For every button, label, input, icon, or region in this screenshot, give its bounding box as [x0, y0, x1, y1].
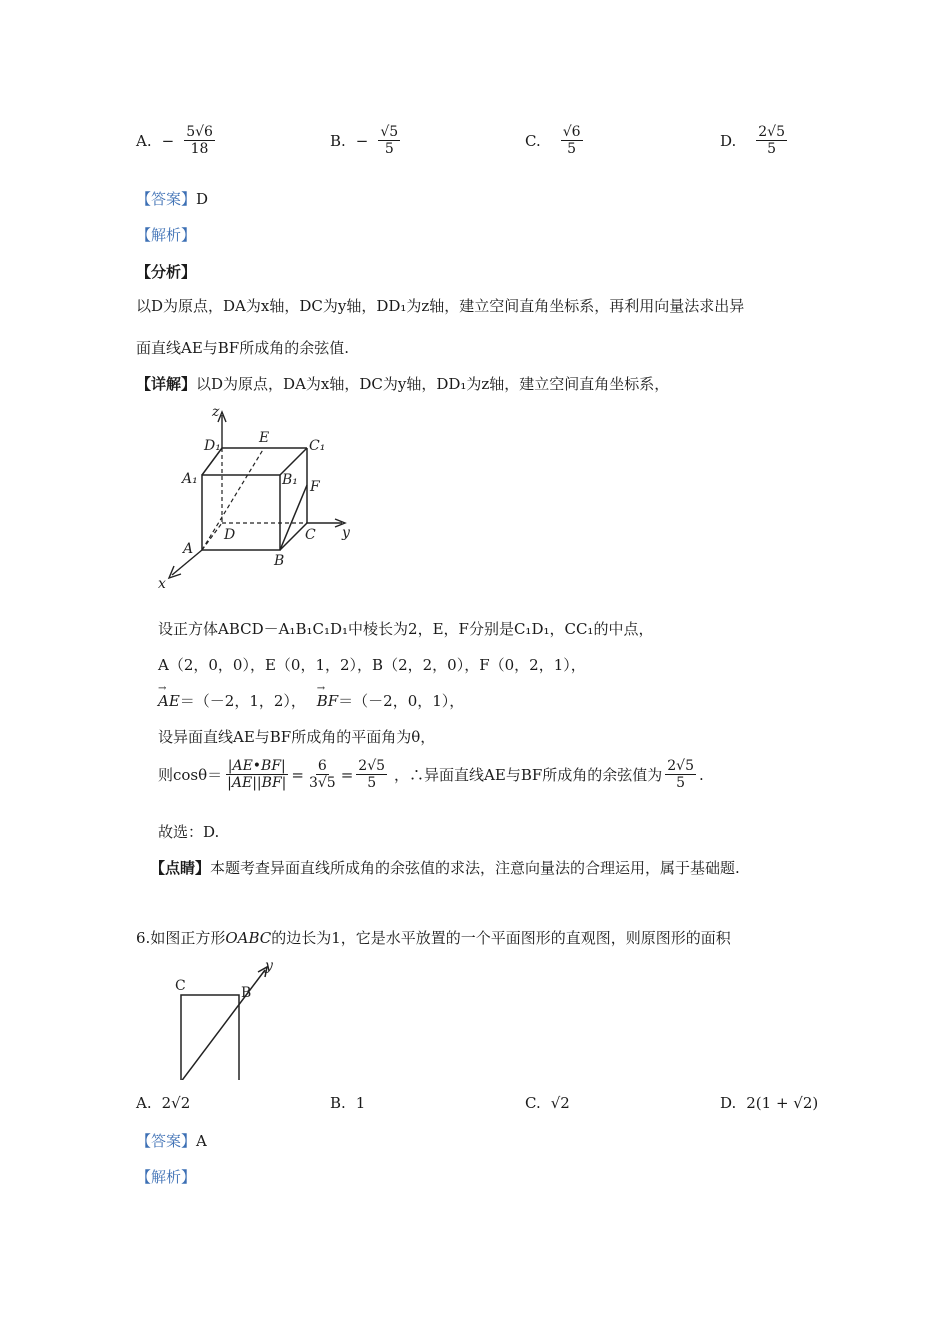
- label-b: B: [241, 985, 252, 1001]
- answer-tag: 【答案】: [136, 1132, 197, 1150]
- q6-question: [136, 927, 731, 948]
- option-letter: C.: [525, 131, 541, 150]
- option-letter: D.: [720, 131, 737, 150]
- q5-option-b[interactable]: [330, 124, 400, 157]
- q5-fenxi-line2: 面直线AE与BF所成角的余弦值.: [136, 339, 349, 357]
- q6-option-a[interactable]: [136, 1094, 190, 1112]
- solution-line-6: 故选：D.: [158, 823, 220, 841]
- label-b: B: [274, 553, 285, 569]
- fraction-numerator: 2√5: [758, 124, 786, 140]
- q5-option-c[interactable]: [525, 124, 583, 157]
- fraction-numerator: 2√5: [667, 758, 694, 774]
- q6-option-c[interactable]: [525, 1094, 570, 1112]
- fraction-numerator: 6: [317, 758, 327, 774]
- vector-bf-value: ＝（－2，0，1），: [338, 692, 465, 710]
- fraction-simplified: [356, 758, 387, 791]
- equals: =: [340, 765, 354, 784]
- label-x: x: [158, 576, 166, 590]
- fraction-denominator: 5: [676, 775, 686, 792]
- answer-tag: 【答案】: [136, 190, 197, 208]
- vector-ae: → AE: [158, 692, 180, 710]
- dianjing-tag: 【点睛】: [150, 859, 211, 877]
- option-letter: D.: [720, 1094, 737, 1112]
- q5-detail-line: [136, 373, 669, 394]
- label-f: F: [310, 479, 320, 495]
- label-a: A: [183, 541, 194, 557]
- answer-value: A: [196, 1132, 207, 1150]
- option-fraction: [184, 124, 215, 157]
- square-figure: [130, 955, 330, 1080]
- q5-analysis-tag: 【解析】: [136, 226, 197, 244]
- fraction-denominator: 5: [767, 141, 777, 158]
- q6-text-a: 如图正方形: [150, 929, 226, 947]
- fraction-abs: [225, 758, 288, 791]
- q5-option-d[interactable]: [720, 124, 787, 157]
- option-sign: −: [355, 131, 369, 150]
- option-value: √2: [550, 1094, 570, 1112]
- solution-line-3: [158, 690, 464, 711]
- option-letter: A.: [136, 1094, 152, 1112]
- option-letter: A.: [136, 131, 152, 150]
- cube-figure: [150, 400, 370, 590]
- conclusion-text: ，∴异面直线AE与BF所成角的余弦值为: [394, 766, 663, 785]
- q6-answer-line: [136, 1130, 207, 1151]
- vector-ae-value: ＝（－2，1，2），: [179, 692, 306, 710]
- dianjing-line: [150, 857, 740, 878]
- option-fraction: [756, 124, 787, 157]
- label-z: z: [212, 404, 220, 420]
- fraction-denominator: 5: [367, 775, 377, 792]
- label-e: E: [259, 430, 270, 446]
- solution-line-4: 设异面直线AE与BF所成角的平面角为θ，: [158, 728, 436, 746]
- fraction-numerator: |AE•BF|: [227, 758, 286, 774]
- solution-line-2: A（2，0，0），E（0，1，2），B（2，2，0），F（0，2，1），: [158, 656, 586, 674]
- q6-italic: OABC: [225, 929, 272, 947]
- fraction-denominator: 3√5: [308, 775, 336, 792]
- fraction-denominator: 5: [567, 141, 577, 158]
- fraction-denominator: |AE||BF|: [227, 775, 287, 792]
- detail-text: 以D为原点，DA为x轴，DC为y轴，DD₁为z轴，建立空间直角坐标系，: [196, 375, 670, 393]
- answer-value: D: [196, 190, 209, 208]
- fraction-result: [665, 758, 696, 791]
- front-face: [202, 475, 280, 550]
- solution-line-1: 设正方体ABCD－A₁B₁C₁D₁中棱长为2，E，F分别是C₁D₁，CC₁的中点，: [158, 620, 654, 638]
- q6-option-d[interactable]: [720, 1094, 818, 1112]
- label-x: [316, 1079, 324, 1080]
- cos-prefix: 则cosθ＝: [158, 766, 223, 785]
- fraction-numerator: 5√6: [186, 124, 213, 140]
- q5-fenxi-tag: 【分析】: [136, 263, 197, 281]
- equals: =: [291, 765, 304, 784]
- label-b1: B₁: [282, 472, 298, 488]
- fraction-numerator: √5: [380, 124, 399, 140]
- option-sign: −: [161, 131, 175, 150]
- label-c: C: [305, 527, 316, 543]
- fraction-numerator: 2√5: [358, 758, 386, 774]
- solution-line-5: [158, 758, 704, 791]
- label-d1: D₁: [204, 438, 221, 454]
- option-letter: B.: [330, 131, 346, 150]
- option-fraction: [561, 124, 583, 157]
- label-a1: A₁: [182, 471, 198, 487]
- label-c: C: [175, 978, 186, 994]
- vector-bf: → BF: [317, 692, 338, 710]
- q5-answer-line: [136, 188, 208, 209]
- option-value: 2(1 + √2): [746, 1094, 819, 1112]
- square-oabc: [181, 995, 239, 1080]
- q5-option-a[interactable]: [136, 124, 215, 157]
- option-fraction: [378, 124, 400, 157]
- label-c1: C₁: [309, 438, 326, 454]
- option-value: 2√2: [161, 1094, 191, 1112]
- q6-analysis-tag: 【解析】: [136, 1168, 197, 1186]
- dianjing-text: 本题考查异面直线所成角的余弦值的求法，注意向量法的合理运用，属于基础题.: [210, 859, 740, 877]
- option-letter: C.: [525, 1094, 541, 1112]
- q6-number: 6.: [136, 929, 151, 947]
- q6-option-b[interactable]: [330, 1094, 365, 1112]
- fraction-value: [307, 758, 338, 791]
- q6-text-b: 的边长为1，它是水平放置的一个平面图形的直观图，则原图形的面积: [271, 929, 731, 947]
- fraction-numerator: √6: [562, 124, 581, 140]
- label-y: y: [342, 525, 350, 541]
- option-letter: B.: [330, 1094, 346, 1112]
- label-y: y: [265, 958, 273, 974]
- detail-tag: 【详解】: [136, 375, 197, 393]
- label-d: D: [224, 527, 236, 543]
- fraction-denominator: 5: [384, 141, 394, 158]
- fraction-denominator: 18: [190, 141, 209, 158]
- option-value: 1: [355, 1094, 366, 1112]
- period: .: [699, 765, 704, 784]
- q5-fenxi-line1: 以D为原点，DA为x轴，DC为y轴，DD₁为z轴，建立空间直角坐标系，再利用向量法求出异: [136, 297, 745, 315]
